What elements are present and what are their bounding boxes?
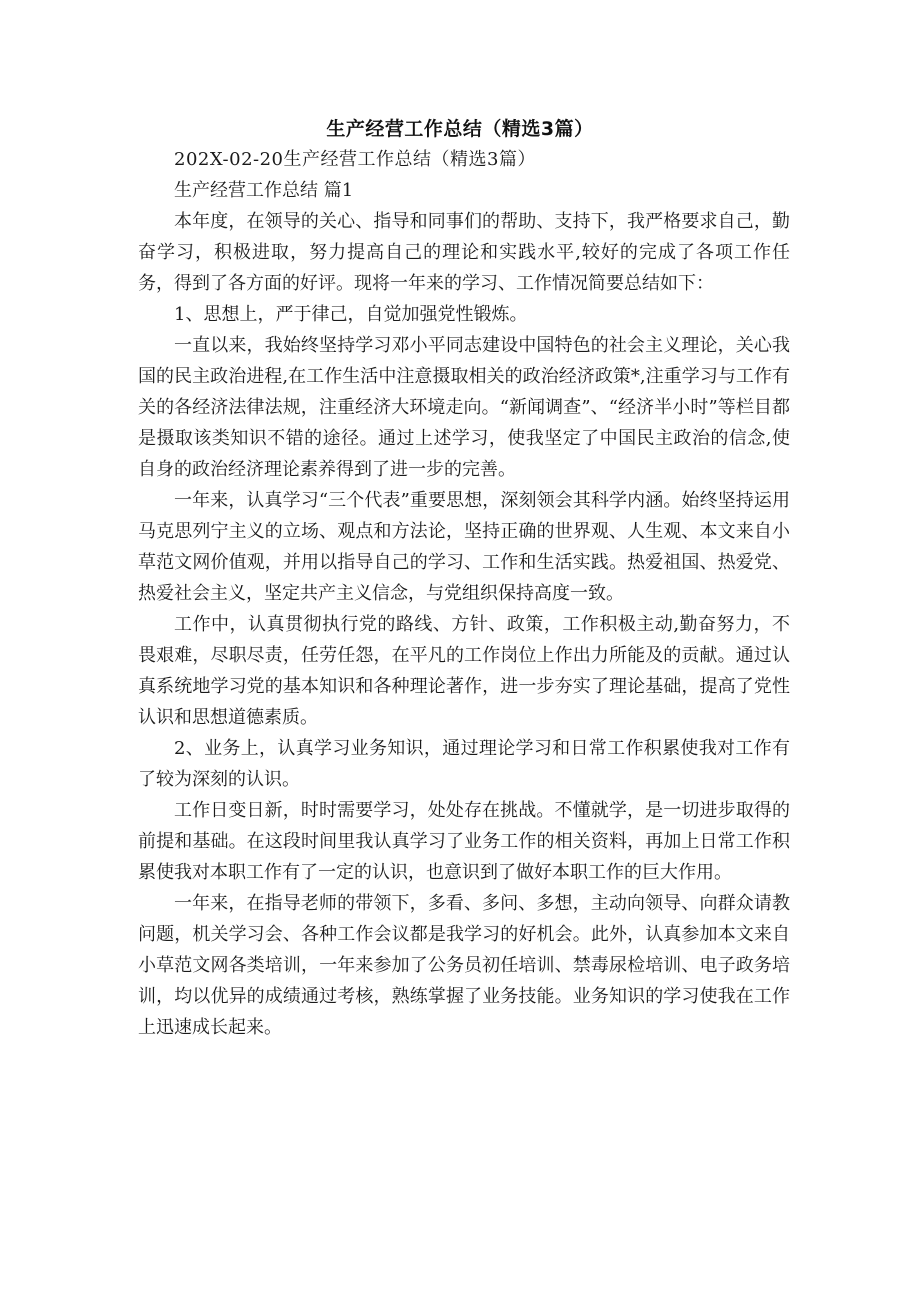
paragraph: 1、思想上，严于律己，自觉加强党性锻炼。 <box>174 304 528 325</box>
paragraph: 本年度，在领导的关心、指导和同事们的帮助、支持下，我严格要求自己，勤奋学习，积极进取，努力提高自己的理论和实践水平,较好的完成了各项工作任务，得到了各方面的好评。现将一年来的学习、工作情况简要总结如下： <box>138 211 790 294</box>
paragraph: 工作中，认真贯彻执行党的路线、方针、政策，工作积极主动,勤奋努力，不畏艰难，尽职尽责，任劳任怨，在平凡的工作岗位上作出力所能及的贡献。通过认真系统地学习党的基本知识和各种理论著作，进一步夯实了理论基础，提高了党性认识和思想道德素质。 <box>138 614 790 728</box>
paragraph: 一年来，认真学习“三个代表”重要思想，深刻领会其科学内涵。始终坚持运用马克思列宁主义的立场、观点和方法论，坚持正确的世界观、人生观、本文来自小草范文网价值观，并用以指导自己的学习、工作和生活实践。热爱祖国、热爱党、热爱社会主义，坚定共产主义信念，与党组织保持高度一致。 <box>138 490 790 604</box>
document-date-line: 202X-02-20生产经营工作总结（精选3篇） <box>174 149 536 170</box>
paragraph: 工作日变日新，时时需要学习，处处存在挑战。不懂就学，是一切进步取得的前提和基础。在这段时间里我认真学习了业务工作的相关资料，再加上日常工作积累使我对本职工作有了一定的认识，也意识到了做好本职工作的巨大作用。 <box>138 800 790 883</box>
paragraph: 一年来，在指导老师的带领下，多看、多问、多想，主动向领导、向群众请教问题，机关学习会、各种工作会议都是我学习的好机会。此外，认真参加本文来自小草范文网各类培训，一年来参加了公务员初任培训、禁毒尿检培训、电子政务培训，均以优异的成绩通过考核，熟练掌握了业务技能。业务知识的学习使我在工作上迅速成长起来。 <box>138 893 790 1038</box>
paragraph: 2、业务上，认真学习业务知识，通过理论学习和日常工作积累使我对工作有了较为深刻的认识。 <box>138 738 790 790</box>
paragraph: 一直以来，我始终坚持学习邓小平同志建设中国特色的社会主义理论，关心我国的民主政治进程,在工作生活中注意摄取相关的政治经济政策*,注重学习与工作有关的各经济法律法规，注重经济大环境走向。“新闻调查”、“经济半小时”等栏目都是摄取该类知识不错的途径。通过上述学习，使我坚定了中国民主政治的信念,使自身的政治经济理论素养得到了进一步的完善。 <box>138 335 790 480</box>
document-title: 生产经营工作总结（精选3篇） <box>326 118 594 140</box>
document-body <box>138 144 790 1043</box>
section-heading: 生产经营工作总结 篇1 <box>174 180 354 201</box>
